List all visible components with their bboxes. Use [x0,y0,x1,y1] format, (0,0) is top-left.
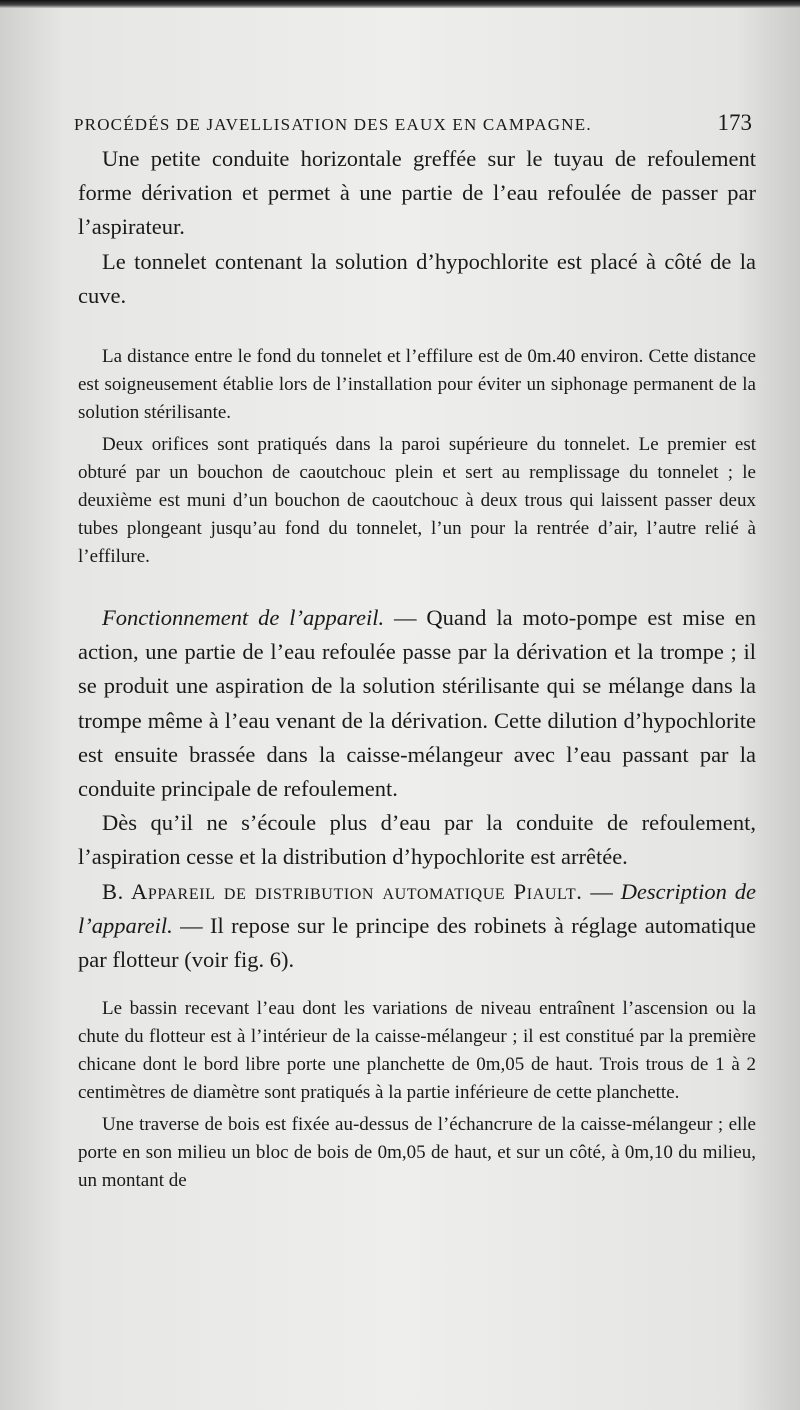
paragraph-5-text: — Quand la moto-pompe est mise en action, une partie de l’eau refoulée passe par la dérivation et la trompe ; il se produit une aspiration de la solution stérilisante qui se mélange dans la trompe même à l’eau venant de la dérivation. Cette dilution d’hypochlorite est ensuite brassée dans la caisse-mélangeur avec l’eau passant par la conduite principale de refoulement. [78,605,756,802]
paragraph-7-text: — Il repose sur le principe des robinets à réglage automatique par flotteur (voir fig. 6). [78,912,756,973]
page-number: 173 [717,110,752,135]
section-heading-fonctionnement: Fonctionnement de l’appareil. [102,605,385,631]
paragraph-4: Deux orifices sont pratiqués dans la paroi supérieure du tonnelet. Le premier est obturé par un bouchon de caoutchouc plein et sert au remplissage du tonnelet ; le deuxième est muni d’un bouchon de caoutchouc à deux trous qui laissent passer deux tubes plongeant jusqu’au fond du tonnelet, l’un pour la rentrée d’air, l’autre relié à l’effilure. [78,434,756,568]
paragraph-6: Dès qu’il ne s’écoule plus d’eau par la conduite de refoulement, l’aspiration cesse et la distribution d’hypochlorite est arrêtée. [78,810,756,870]
paragraph-2: Le tonnelet contenant la solution d’hypochlorite est placé à côté de la cuve. [78,248,756,308]
scan-top-edge [0,0,800,8]
paragraph-3: La distance entre le fond du tonnelet et l’effilure est de 0m.40 environ. Cette distance est soigneusement établie lors de l’installation pour éviter un siphonage permanent de la solution stérilisante. [78,346,756,424]
page-body [78,142,756,1195]
running-header [74,110,752,136]
heading-dash: — [582,878,621,904]
running-title: PROCÉDÉS DE JAVELLISATION DES EAUX EN CAMPAGNE. [74,115,592,134]
subheading-description: Description de l’appareil. [78,878,756,938]
paragraph-7 [78,875,756,978]
paragraph-9: Une traverse de bois est fixée au-dessus de l’échancrure de la caisse-mélangeur ; elle porte en son milieu un bloc de bois de 0m,05 de haut, et sur un côté, à 0m,10 du milieu, un montant de [78,1114,756,1192]
paragraph-5 [78,601,756,806]
paragraph-8: Le bassin recevant l’eau dont les variations de niveau entraînent l’ascension ou la chute du flotteur est à l’intérieur de la caisse-mélangeur ; il est constitué par la première chicane dont le bord libre porte une planchette de 0m,05 de haut. Trois trous de 1 à 2 centimètres de diamètre sont pratiqués à la partie inférieure de cette planchette. [78,998,756,1104]
section-heading-piault: B. Appareil de distribution automatique Piault. [102,878,583,904]
paragraph-1: Une petite conduite horizontale greffée sur le tuyau de refoulement forme dérivation et permet à une partie de l’eau refoulée de passer par l’aspirateur. [78,146,756,240]
